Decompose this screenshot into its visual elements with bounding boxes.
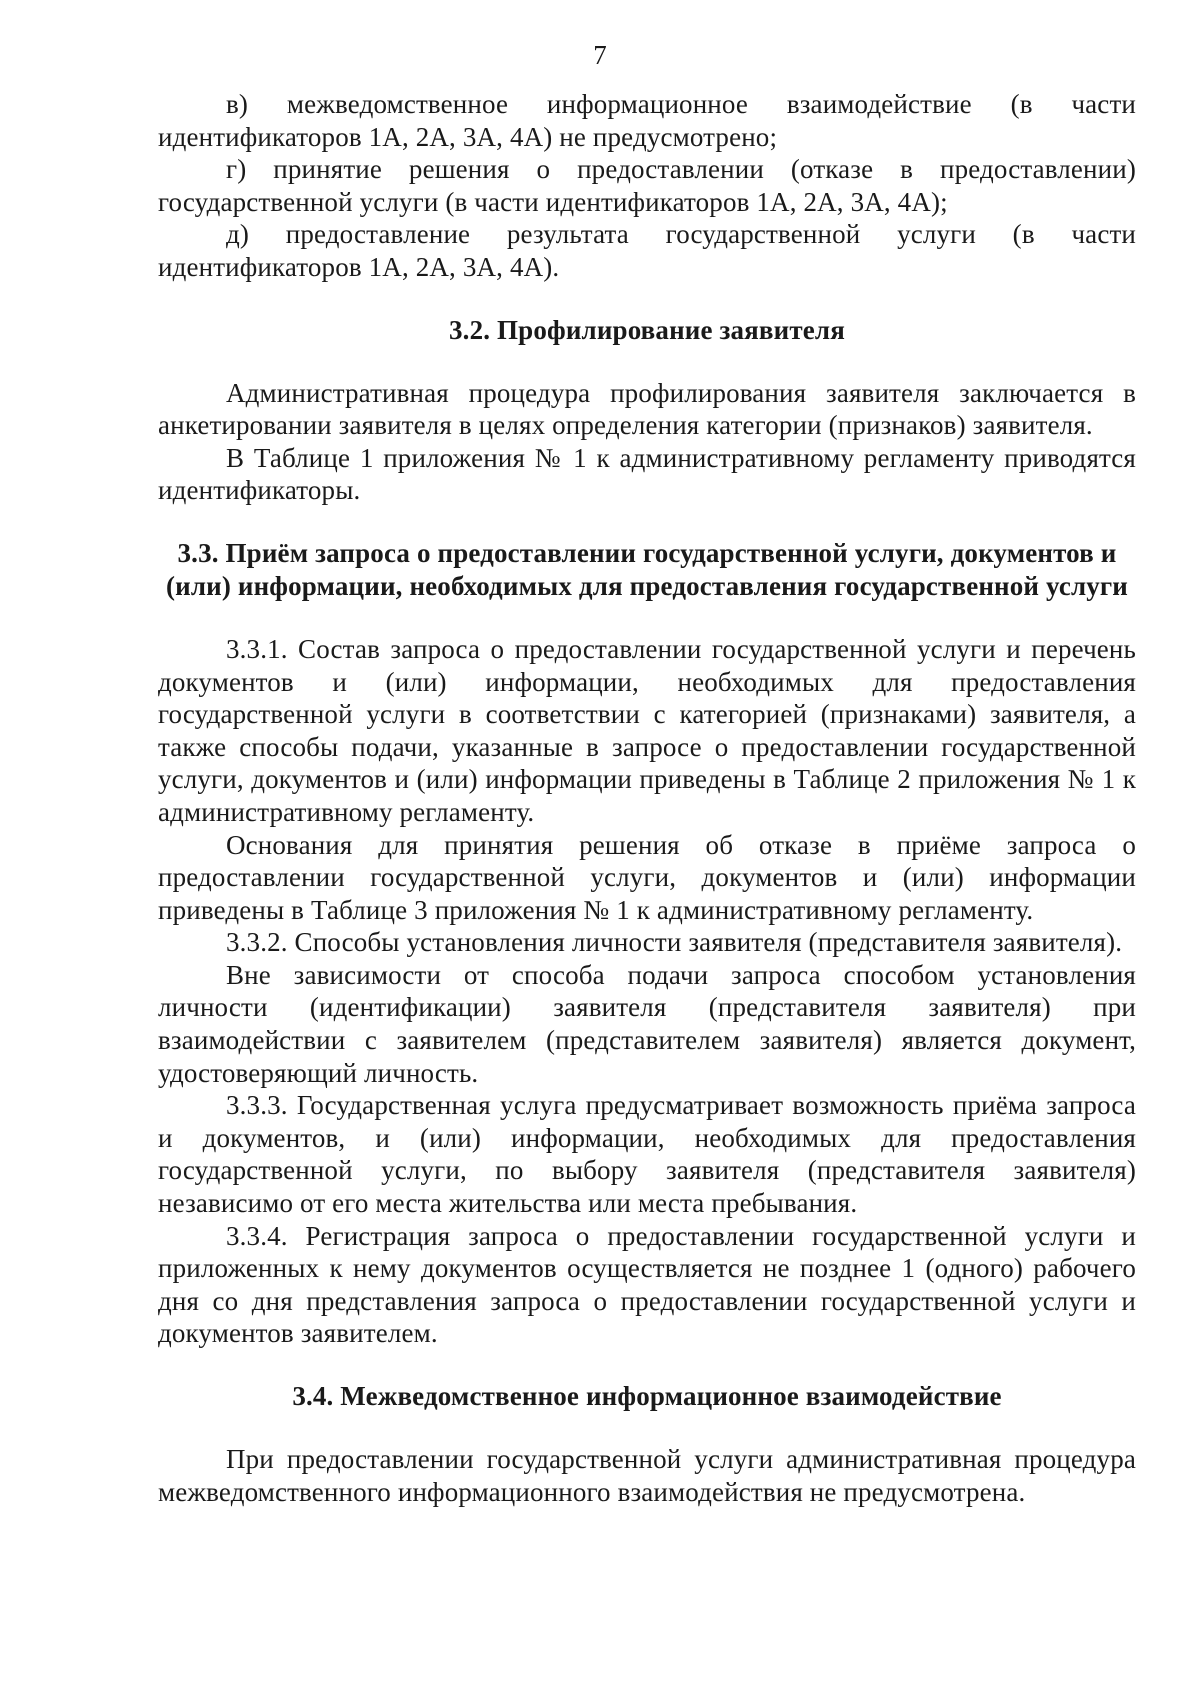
paragraph-item-d: д) предоставление результата государственной услуги (в части идентификаторов 1А, 2А, 3А, 4А). — [158, 219, 1136, 282]
paragraph-3-4: При предоставлении государственной услуги административная процедура межведомственного информационного взаимодействия не предусмотрена. — [158, 1444, 1136, 1507]
section-heading-3-4: 3.4. Межведомственное информационное взаимодействие — [292, 1381, 1002, 1411]
section-heading-3-3: 3.3. Приём запроса о предоставлении государственной услуги, документов и (или) информации, необходимых для предоставления государственной услуги — [165, 537, 1129, 601]
paragraph-3-3-4: 3.3.4. Регистрация запроса о предоставлении государственной услуги и приложенных к нему документов осуществляется не позднее 1 (одного) рабочего дня со дня представления запроса о предоставлении государственной услуги и документов заявителем. — [158, 1220, 1136, 1349]
paragraph-3-2-table1: В Таблице 1 приложения № 1 к административному регламенту приводятся идентификаторы. — [158, 442, 1136, 506]
page-number: 7 — [593, 40, 607, 70]
paragraph-item-g: г) принятие решения о предоставлении (отказе в предоставлении) государственной услуги (в части идентификаторов 1А, 2А, 3А, 4А); — [158, 154, 1136, 217]
paragraph-3-3-1-refusal: Основания для принятия решения об отказе в приёме запроса о предоставлении государственной услуги, документов и (или) информации приведены в Таблице 3 приложения № 1 к административному регламенту. — [158, 829, 1136, 925]
paragraph-3-3-1: 3.3.1. Состав запроса о предоставлении государственной услуги и перечень документов и (или) информации, необходимых для предоставления государственной услуги в соответствии с категорией (признаками) заявителя, а также способы подачи, указанные в запросе о предоставлении государственной услуги, документов и (или) информации приведены в Таблице 2 приложения № 1 к административному регламенту. — [158, 633, 1136, 827]
paragraph-3-3-3: 3.3.3. Государственная услуга предусматривает возможность приёма запроса и документов, и (или) информации, необходимых для предоставления государственной услуги, по выбору заявителя (представителя заявителя) независимо от его места жительства или места пребывания. — [158, 1090, 1136, 1219]
document-body — [158, 88, 1136, 1508]
section-heading-3-2: 3.2. Профилирование заявителя — [449, 314, 845, 345]
paragraph-3-3-2-identification: Вне зависимости от способа подачи запроса способом установления личности (идентификации) заявителя (представителя заявителя) при взаимодействии с заявителем (представителем заявителя) является документ, удостоверяющий личность. — [158, 959, 1136, 1088]
paragraph-item-v: в) межведомственное информационное взаимодействие (в части идентификаторов 1А, 2А, 3А, 4А) не предусмотрено; — [158, 89, 1136, 152]
paragraph-3-2-procedure: Административная процедура профилирования заявителя заключается в анкетировании заявителя в целях определения категории (признаков) заявителя. — [158, 377, 1136, 441]
paragraph-3-3-2: 3.3.2. Способы установления личности заявителя (представителя заявителя). — [226, 927, 1123, 958]
